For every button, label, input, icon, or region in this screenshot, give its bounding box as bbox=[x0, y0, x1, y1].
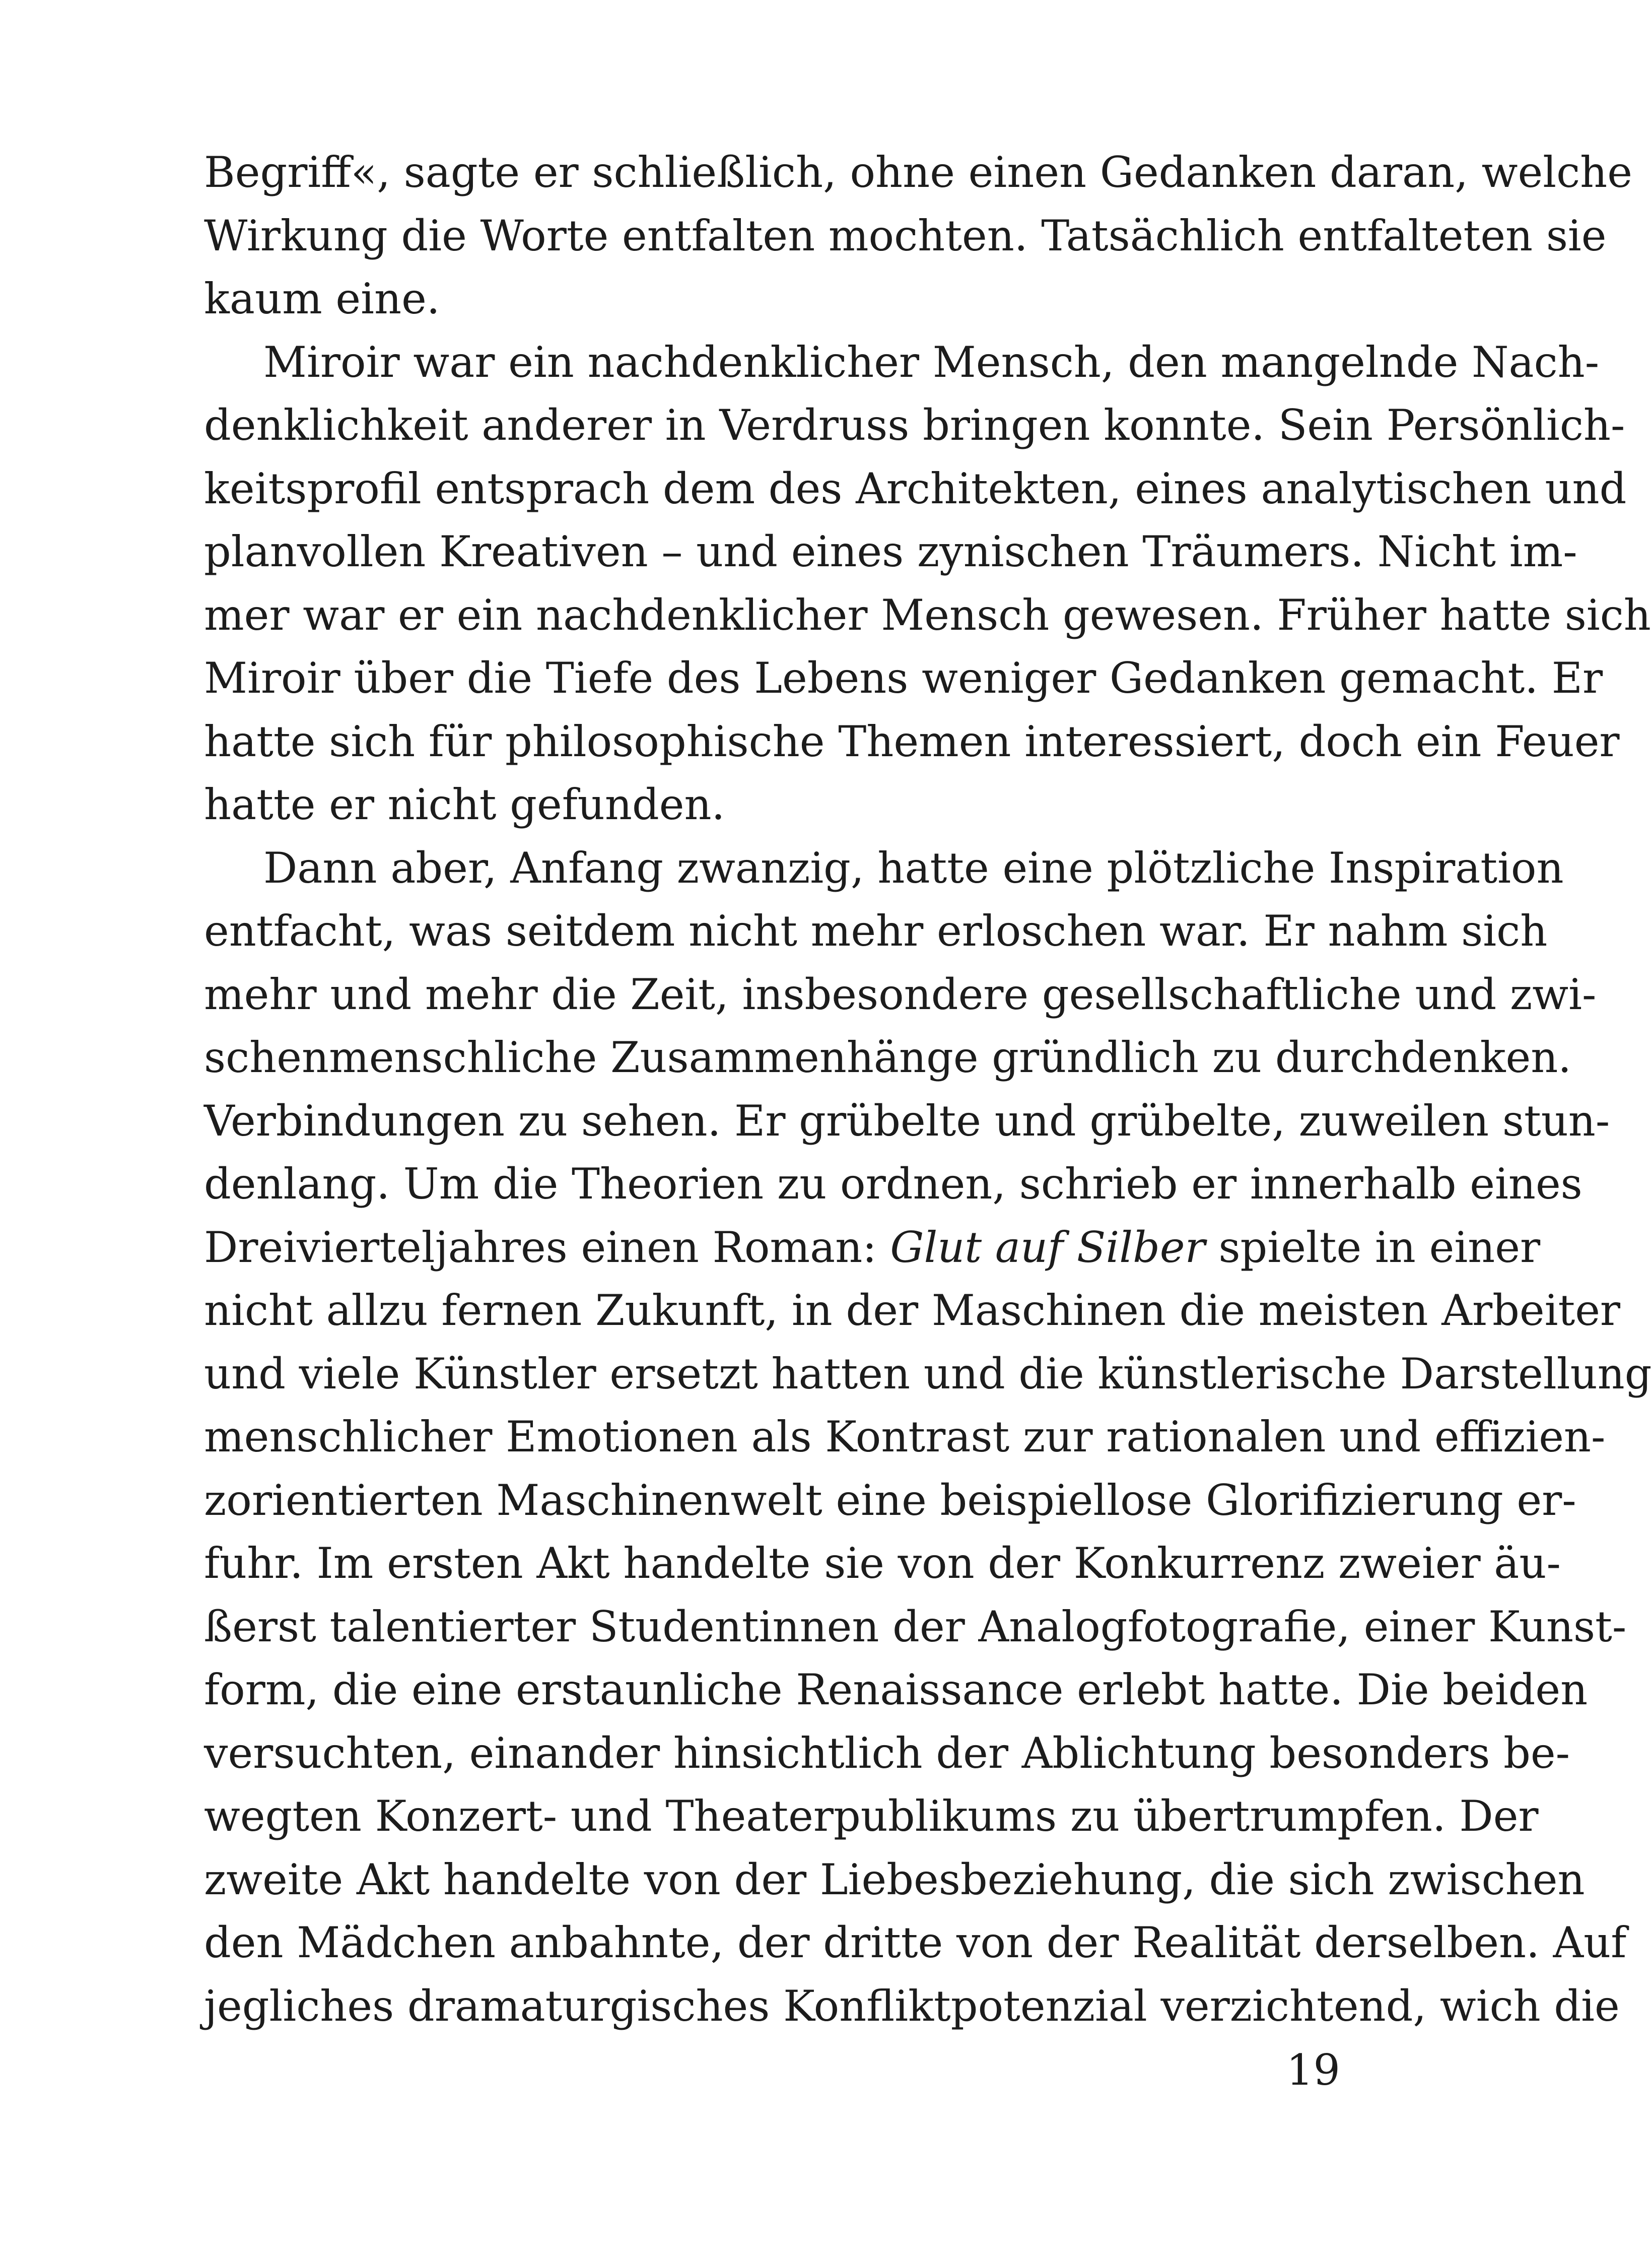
text-line: zweite Akt handelte von der Liebesbeziehung, die sich zwischen bbox=[204, 1854, 1585, 1904]
text-line: zorientierten Maschinenwelt eine beispiellose Glorifizierung er- bbox=[204, 1475, 1576, 1525]
body-text bbox=[204, 141, 1652, 2038]
text-line: mer war er ein nachdenklicher Mensch gewesen. Früher hatte sich bbox=[204, 590, 1651, 640]
novel-title: Glut auf Silber bbox=[890, 1222, 1205, 1272]
line-suffix: spielte in einer bbox=[1205, 1222, 1541, 1272]
text-line: und viele Künstler ersetzt hatten und die künstlerische Darstellung bbox=[204, 1349, 1652, 1399]
text-line: nicht allzu fernen Zukunft, in der Maschinen die meisten Arbeiter bbox=[204, 1286, 1621, 1335]
text-line: Verbindungen zu sehen. Er grübelte und grübelte, zuweilen stun- bbox=[204, 1096, 1610, 1146]
text-line: denklichkeit anderer in Verdruss bringen konnte. Sein Persönlich- bbox=[204, 401, 1625, 450]
text-line: planvollen Kreativen – und eines zynischen Träumers. Nicht im- bbox=[204, 527, 1577, 576]
text-line: kaum eine. bbox=[204, 274, 440, 323]
text-line: denlang. Um die Theorien zu ordnen, schrieb er innerhalb eines bbox=[204, 1159, 1582, 1209]
text-line: wegten Konzert- und Theaterpublikums zu übertrumpfen. Der bbox=[204, 1791, 1539, 1841]
text-line: versuchten, einander hinsichtlich der Ablichtung besonders be- bbox=[204, 1728, 1570, 1778]
line-prefix: Dreivierteljahres einen Roman: bbox=[204, 1222, 890, 1272]
text-line: schenmenschliche Zusammenhänge gründlich zu durchdenken. bbox=[204, 1033, 1571, 1082]
text-line: Wirkung die Worte entfalten mochten. Tatsächlich entfalteten sie bbox=[204, 211, 1607, 260]
text-line-with-title bbox=[204, 1216, 1541, 1280]
page-number: 19 bbox=[1286, 2045, 1340, 2095]
text-line: hatte er nicht gefunden. bbox=[204, 780, 725, 829]
text-line: Dann aber, Anfang zwanzig, hatte eine plötzliche Inspiration bbox=[263, 843, 1564, 893]
text-line: entfacht, was seitdem nicht mehr erloschen war. Er nahm sich bbox=[204, 906, 1548, 956]
text-line: fuhr. Im ersten Akt handelte sie von der Konkurrenz zweier äu- bbox=[204, 1539, 1561, 1588]
text-line: den Mädchen anbahnte, der dritte von der Realität derselben. Auf bbox=[204, 1918, 1627, 1967]
text-line: mehr und mehr die Zeit, insbesondere gesellschaftliche und zwi- bbox=[204, 969, 1597, 1019]
text-line: ßerst talentierter Studentinnen der Analogfotografie, einer Kunst- bbox=[204, 1602, 1627, 1651]
text-line: jegliches dramaturgisches Konfliktpotenzial verzichtend, wich die bbox=[204, 1981, 1620, 2031]
text-line: menschlicher Emotionen als Kontrast zur rationalen und effizien- bbox=[204, 1412, 1606, 1461]
text-line: keitsprofil entsprach dem des Architekten, eines analytischen und bbox=[204, 463, 1627, 513]
text-line: Begriff«, sagte er schließlich, ohne einen Gedanken daran, welche bbox=[204, 148, 1632, 197]
text-line: hatte sich für philosophische Themen interessiert, doch ein Feuer bbox=[204, 716, 1620, 766]
text-line: Miroir über die Tiefe des Lebens weniger Gedanken gemacht. Er bbox=[204, 653, 1603, 703]
text-line: Miroir war ein nachdenklicher Mensch, den mangelnde Nach- bbox=[263, 337, 1600, 387]
text-line: form, die eine erstaunliche Renaissance erlebt hatte. Die beiden bbox=[204, 1665, 1588, 1714]
